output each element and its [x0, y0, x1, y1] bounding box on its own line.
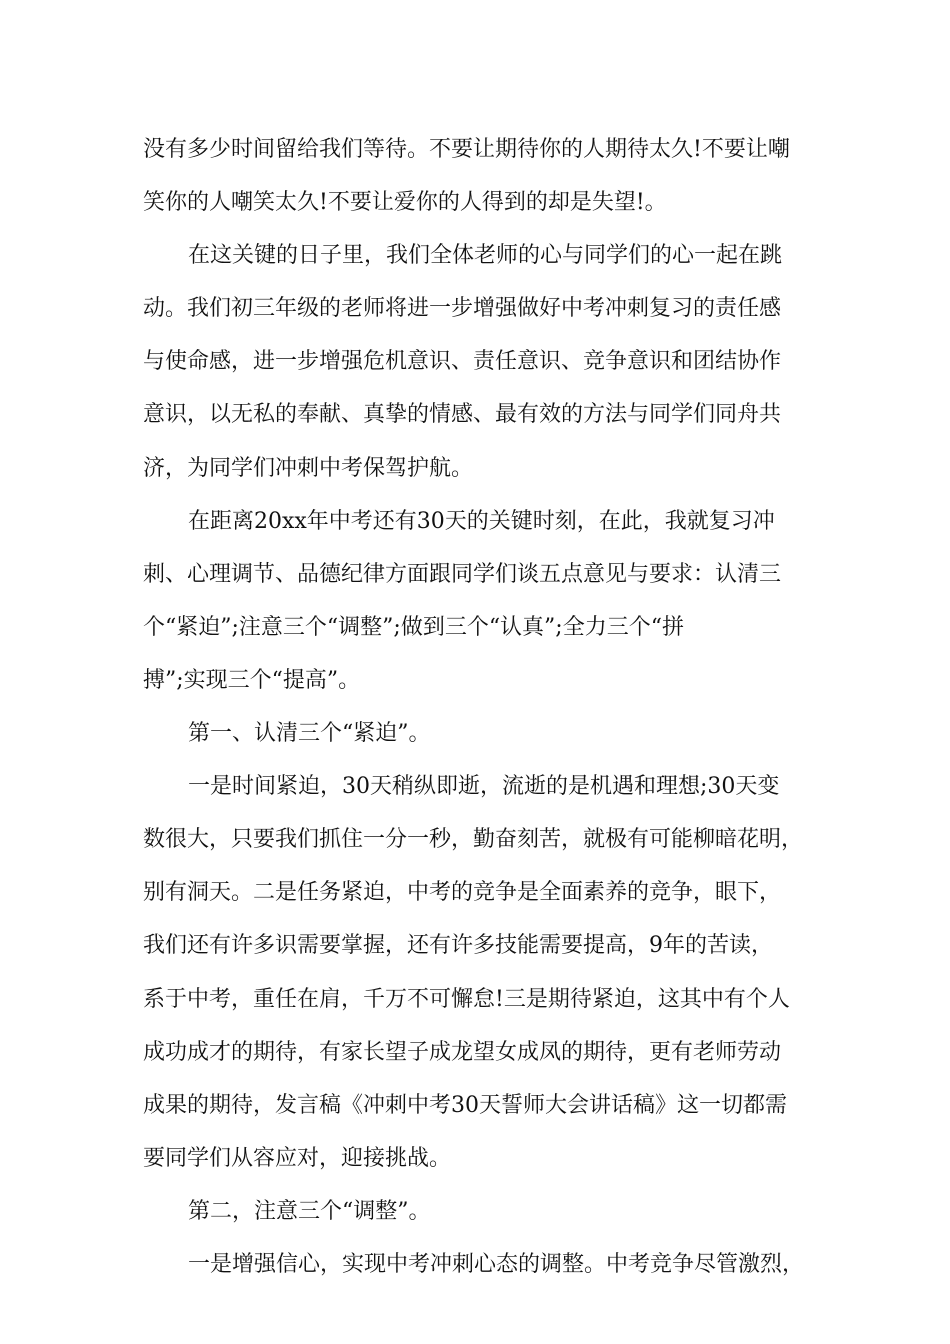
- text-line: 在这关键的日子里，我们全体老师的心与同学们的心一起在跳: [188, 243, 783, 269]
- body-text: [143, 130, 833, 1298]
- text-line: 济，为同学们冲刺中考保驾护航。: [143, 455, 474, 481]
- text-line: 个“紧迫”;注意三个“调整”;做到三个“认真”;全力三个“拼: [143, 614, 684, 640]
- section-heading: 第二，注意三个“调整”。: [188, 1198, 431, 1224]
- text-line: 笑你的人嘲笑太久!不要让爱你的人得到的却是失望!。: [143, 190, 667, 216]
- text-line: 要同学们从容应对，迎接挑战。: [143, 1145, 452, 1171]
- text-line: 别有洞天。二是任务紧迫，中考的竞争是全面素养的竞争，眼下，: [143, 880, 782, 906]
- text-line: 一是增强信心，实现中考冲刺心态的调整。中考竞争尽管激烈，: [188, 1251, 805, 1277]
- text-line: 与使命感，进一步增强危机意识、责任意识、竞争意识和团结协作: [143, 349, 782, 375]
- text-line: 搏”;实现三个“提高”。: [143, 667, 361, 693]
- text-line: 成功成才的期待，有家长望子成龙望女成凤的期待，更有老师劳动: [143, 1039, 782, 1065]
- text-line: 一是时间紧迫，30天稍纵即逝，流逝的是机遇和理想;30天变: [188, 774, 780, 800]
- text-line: 刺、心理调节、品德纪律方面跟同学们谈五点意见与要求：认清三: [143, 561, 782, 587]
- text-line: 系于中考，重任在肩，千万不可懈怠!三是期待紧迫，这其中有个人: [143, 986, 790, 1012]
- text-line: 成果的期待，发言稿《冲刺中考30天誓师大会讲话稿》这一切都需: [143, 1092, 787, 1118]
- text-line: 动。我们初三年级的老师将进一步增强做好中考冲刺复习的责任感: [143, 296, 782, 322]
- text-line: 在距离20xx年中考还有30天的关键时刻，在此，我就复习冲: [188, 508, 775, 534]
- section-heading: 第一、认清三个“紧迫”。: [188, 721, 431, 747]
- text-line: 没有多少时间留给我们等待。不要让期待你的人期待太久!不要让嘲: [143, 137, 790, 162]
- text-line: 意识，以无私的奉献、真挚的情感、最有效的方法与同学们同舟共: [143, 402, 782, 428]
- text-line: 我们还有许多识需要掌握，还有许多技能需要提高，9年的苦读，: [143, 933, 773, 959]
- text-line: 数很大，只要我们抓住一分一秒，勤奋刻苦，就极有可能柳暗花明，: [143, 827, 804, 853]
